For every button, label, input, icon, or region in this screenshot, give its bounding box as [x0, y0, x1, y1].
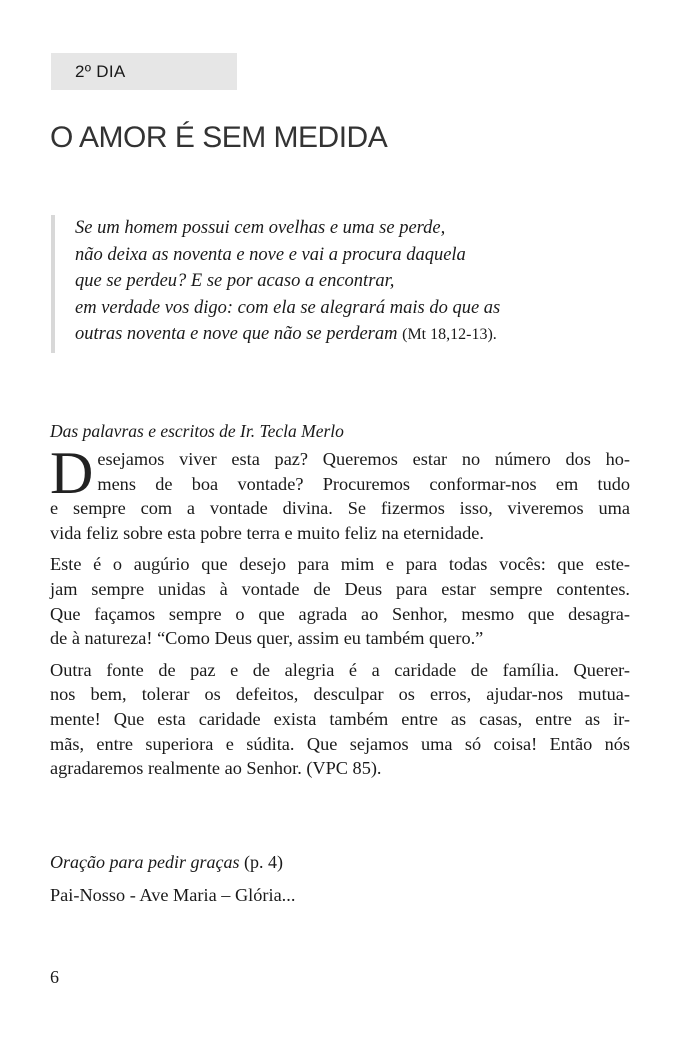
text-line: vida feliz sobre esta pobre terra e muito feliz na eternidade.	[50, 522, 484, 543]
body-text	[50, 440, 630, 788]
text-line: Outra fonte de paz e de alegria é a caridade de família. Querer-	[50, 659, 630, 680]
text-line: Este é o augúrio que desejo para mim e para todas vocês: que este-	[50, 554, 630, 575]
page-number: 6	[50, 967, 59, 987]
text-line: jam sempre unidas à vontade de Deus para estar sempre contentes.	[50, 578, 630, 599]
chapter-title: O AMOR É SEM MEDIDA	[50, 121, 388, 154]
text-line: mãs, entre superiora e súdita. Que sejamos uma só coisa! Então nós	[50, 733, 630, 754]
paragraph	[50, 552, 630, 650]
quote-reference: (Mt 18,12-13).	[402, 326, 497, 343]
drop-cap: D	[50, 440, 94, 506]
text-line: de à natureza! “Como Deus quer, assim eu também quero.”	[50, 628, 484, 649]
text-line: esejamos viver esta paz? Queremos estar no número dos ho-	[97, 449, 630, 469]
prayer-title: Oração para pedir graças	[50, 852, 240, 872]
bible-quote	[51, 215, 611, 353]
text-line: mente! Que esta caridade exista também entre as casas, entre as ir-	[50, 708, 630, 729]
paragraph	[50, 658, 630, 781]
prayer-heading	[50, 850, 283, 874]
quote-line: que se perdeu? E se por acaso a encontrar,	[75, 271, 395, 291]
prayer-page-ref: (p. 4)	[244, 852, 283, 872]
text-line: agradaremos realmente ao Senhor. (VPC 85).	[50, 758, 382, 779]
paragraph	[50, 440, 630, 545]
text-line: e sempre com a vontade divina. Se fizermos isso, viveremos uma	[50, 498, 630, 519]
quote-line-text: outras noventa e nove que não se perderam	[75, 324, 398, 344]
quote-line	[75, 321, 611, 349]
source-attribution: Das palavras e escritos de Ir. Tecla Merlo	[50, 421, 344, 441]
text-line: mens de boa vontade? Procuremos conformar-nos em tudo	[97, 473, 630, 494]
day-label: 2º DIA	[51, 53, 237, 90]
quote-line: não deixa as noventa e nove e vai a procura daquela	[75, 244, 466, 265]
text-line: nos bem, tolerar os defeitos, desculpar os erros, ajudar-nos mutua-	[50, 684, 630, 705]
prayer-text: Pai-Nosso - Ave Maria – Glória...	[50, 885, 296, 905]
quote-line: Se um homem possui cem ovelhas e uma se perde,	[75, 218, 446, 238]
quote-line: em verdade vos digo: com ela se alegrará mais do que as	[75, 297, 501, 318]
text-line: Que façamos sempre o que agrada ao Senhor, mesmo que desagra-	[50, 603, 630, 624]
